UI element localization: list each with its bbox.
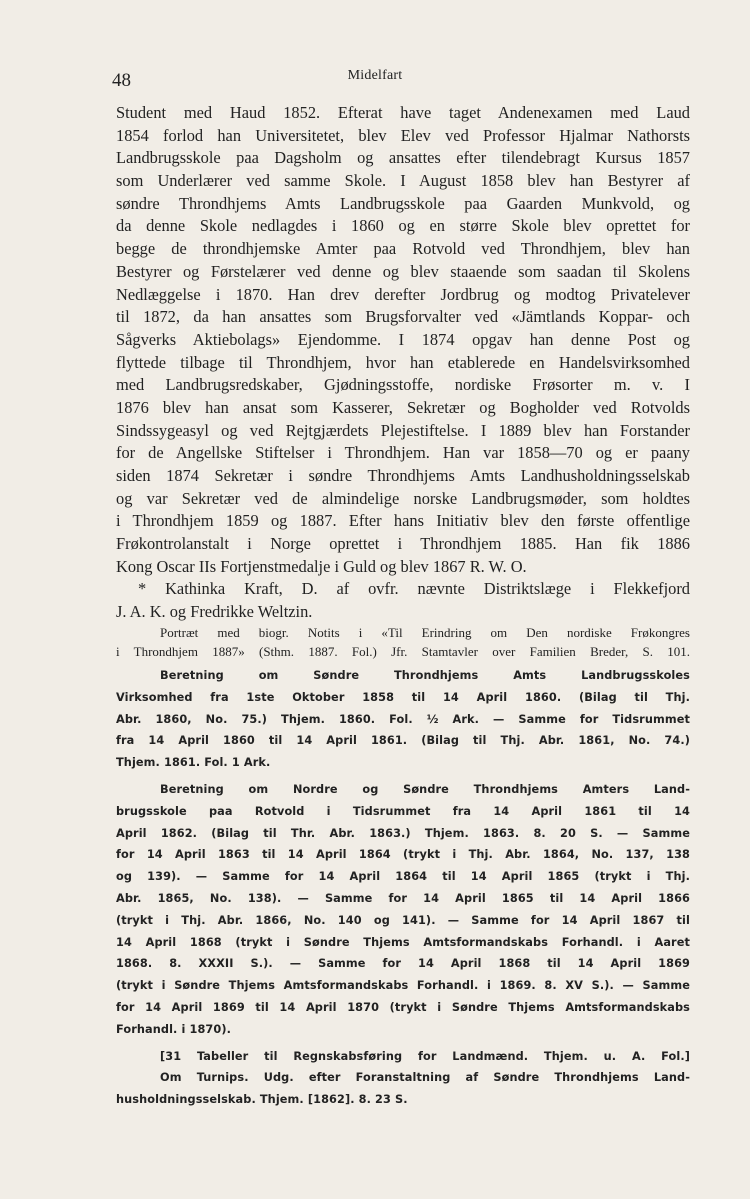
text-line: begge de throndhjemske Amter paa Rotvold ved Throndhjem, blev han <box>116 239 690 259</box>
note-line: i Throndhjem 1887» (Sthm. 1887. Fol.) Jfr. Stamtavler over Familien Breder, S. 101. <box>116 643 690 659</box>
bibliography-line: Thjem. 1861. Fol. 1 Ark. <box>116 756 271 770</box>
bibliography-line: Om Turnips. Udg. efter Foranstaltning af Søndre Throndhjems Land- <box>160 1071 690 1085</box>
bibliography-line: [31 Tabeller til Regnskabsføring for Landmænd. Thjem. u. A. Fol.] <box>160 1049 690 1063</box>
bibliography-line: brugsskole paa Rotvold i Tidsrummet fra 14 April 1861 til 14 <box>116 804 690 818</box>
bibliography-line: husholdningsselskab. Thjem. [1862]. 8. 23 S. <box>116 1093 408 1107</box>
text-line: da denne Skole nedlagdes i 1860 og en større Skole blev oprettet for <box>116 216 690 236</box>
bibliography <box>116 665 690 1111</box>
bibliography-line: Forhandl. i 1870). <box>116 1022 231 1036</box>
text-line: for de Angellske Stiftelser i Throndhjem. Han var 1858—70 og er paany <box>116 443 690 463</box>
bibliography-line: for 14 April 1863 til 14 April 1864 (trykt i Thj. Abr. 1864, No. 137, 138 <box>116 848 690 862</box>
text-line: til 1872, da han ansattes som Brugsforvalter ved «Jämtlands Koppar- och <box>116 307 690 327</box>
text-line: Kong Oscar IIs Fortjenstmedalje i Guld og blev 1867 R. W. O. <box>116 556 527 576</box>
bibliography-line: Virksomhed fra 1ste Oktober 1858 til 14 April 1860. (Bilag til Thj. <box>116 690 690 704</box>
bibliography-line: (trykt i Thj. Abr. 1866, No. 140 og 141). — Samme for 14 April 1867 til <box>116 913 690 927</box>
bibliography-line: Beretning om Nordre og Søndre Throndhjems Amters Land- <box>160 782 690 796</box>
text-line: J. A. K. og Fredrikke Weltzin. <box>116 602 313 622</box>
bibliography-line: og 139). — Samme for 14 April 1864 til 14 April 1865 (trykt i Thj. <box>116 870 690 884</box>
running-head: Midelfart <box>347 68 403 83</box>
spouse-line: * Kathinka Kraft, D. af ovfr. nævnte Distriktslæge i Flekkefjord <box>138 579 690 599</box>
note-line: Portræt med biogr. Notits i «Til Erindring om Den nordiske Frøkongres <box>160 625 690 640</box>
bibliography-line: fra 14 April 1860 til 14 April 1861. (Bilag til Thj. Abr. 1861, No. 74.) <box>116 734 690 748</box>
text-line: 1854 forlod han Universitetet, blev Elev ved Professor Hjalmar Nathorsts <box>116 125 690 145</box>
text-line: Landbrugsskole paa Dagsholm og ansattes efter tilendebragt Kursus 1857 <box>116 148 690 168</box>
text-line: som Underlærer ved samme Skole. I August 1858 blev han Bestyrer af <box>116 171 690 191</box>
text-line: flyttede tilbage til Throndhjem, hvor han etablerede en Handelsvirksomhed <box>116 352 690 372</box>
text-line: Bestyrer og Førstelærer ved denne og blev staaende som saadan til Skolens <box>116 261 690 281</box>
bibliography-line: (trykt i Søndre Thjems Amtsformandskabs Forhandl. i 1869. 8. XV S.). — Samme <box>116 979 690 993</box>
text-line: i Throndhjem 1859 og 1887. Efter hans Initiativ blev den første offentlige <box>116 511 690 531</box>
bibliography-line: Abr. 1860, No. 75.) Thjem. 1860. Fol. ½ Ark. — Samme for Tidsrummet <box>116 712 690 726</box>
bibliography-line: 1868. 8. XXXII S.). — Samme for 14 April 1868 til 14 April 1869 <box>116 957 690 971</box>
text-line: Sindssygeasyl og ved Rejtgjærdets Plejestiftelse. I 1889 blev han Forstander <box>116 420 690 440</box>
bibliography-line: Beretning om Søndre Throndhjems Amts Landbrugsskoles <box>160 669 690 682</box>
biography-text <box>116 102 690 624</box>
text-line: søndre Throndhjems Amts Landbrugsskole paa Gaarden Munkvold, og <box>116 193 690 213</box>
text-line: med Landbrugsredskaber, Gjødningsstoffe, nordiske Frøsorter m. v. I <box>116 375 690 395</box>
bibliography-line: April 1862. (Bilag til Thr. Abr. 1863.) Thjem. 1863. 8. 20 S. — Samme <box>116 826 690 840</box>
bibliography-line: Abr. 1865, No. 138). — Samme for 14 April 1865 til 14 April 1866 <box>116 891 690 905</box>
page-number: 48 <box>112 70 131 91</box>
text-line: Student med Haud 1852. Efterat have taget Andenexamen med Laud <box>116 103 690 122</box>
text-line: Frøkontrolanstalt i Norge oprettet i Throndhjem 1885. Han fik 1886 <box>116 534 690 554</box>
text-line: siden 1874 Sekretær i søndre Throndhjems Amts Landhusholdningsselskab <box>116 466 690 485</box>
bibliography-line: for 14 April 1869 til 14 April 1870 (trykt i Søndre Thjems Amtsformandskabs <box>116 1000 690 1014</box>
text-line: Sågverks Aktiebolags» Ejendomme. I 1874 opgav han denne Post og <box>116 329 690 349</box>
text-line: Nedlæggelse i 1870. Han drev derefter Jordbrug og modtog Privatelever <box>116 284 690 304</box>
portrait-note <box>116 624 690 661</box>
text-line: og var Sekretær ved de almindelige norske Landbrugsmøder, som holdtes <box>116 488 690 508</box>
text-line: 1876 blev han ansat som Kasserer, Sekretær og Bogholder ved Rotvolds <box>116 397 690 417</box>
bibliography-line: 14 April 1868 (trykt i Søndre Thjems Amtsformandskabs Forhandl. i Aaret <box>116 935 690 949</box>
